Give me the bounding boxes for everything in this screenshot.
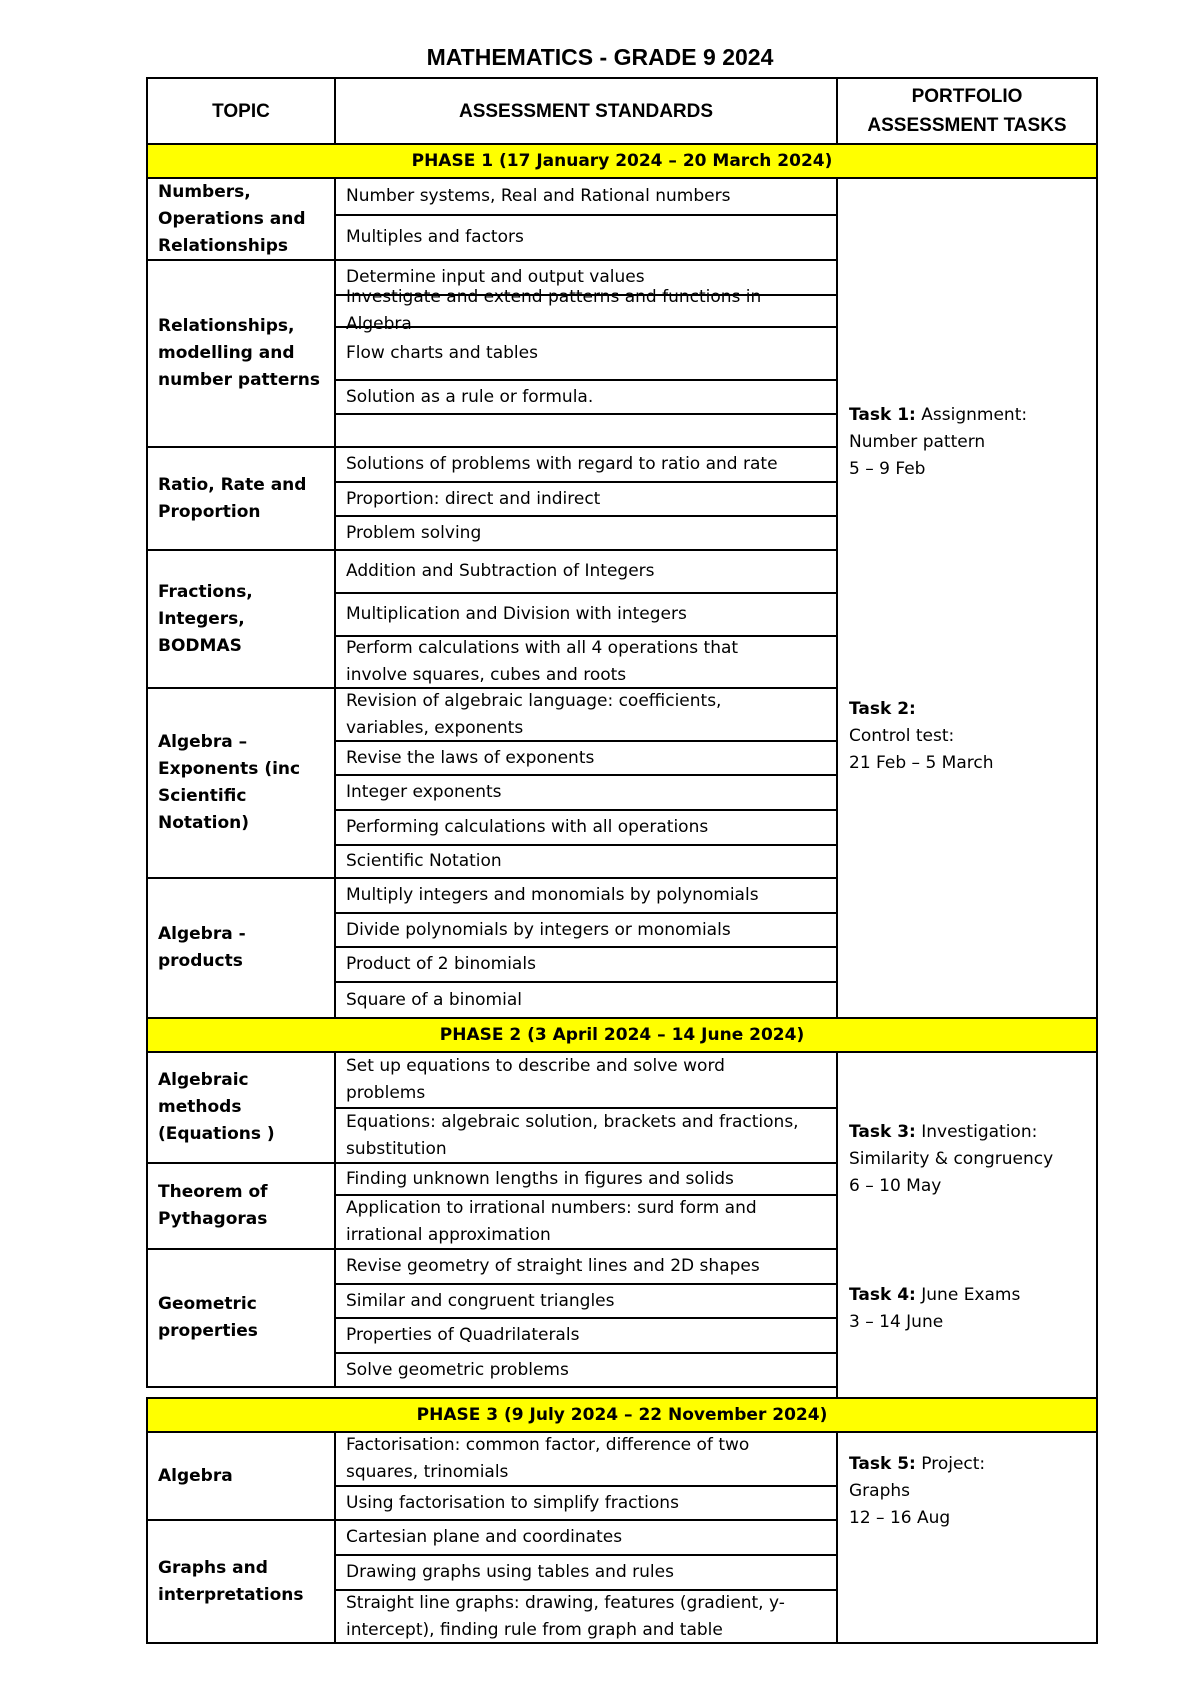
standard-line: Number systems, Real and Rational numbers: [346, 186, 731, 206]
portfolio-task: [849, 1451, 1092, 1532]
standard-text: [346, 601, 687, 628]
topic-label: [158, 1555, 304, 1609]
standard-text: [346, 384, 593, 411]
standard-row: [334, 326, 838, 381]
portfolio-task: [849, 1119, 1092, 1200]
standard-line: Square of a binomial: [346, 989, 522, 1010]
standard-row: [334, 1485, 838, 1521]
topic-cell: [146, 1162, 336, 1250]
standard-row: [334, 214, 838, 261]
topic-label: [158, 179, 306, 260]
standard-line: Solve geometric problems: [346, 1359, 569, 1380]
topic-line: Relationships,: [158, 316, 295, 336]
standard-row: [334, 635, 838, 689]
standard-text: [346, 1195, 757, 1249]
standard-line: Equations: algebraic solution, brackets and fractions,: [346, 1111, 799, 1132]
standard-line: Perform calculations with all 4 operations that: [346, 638, 739, 658]
header-tasks-line: ASSESSMENT TASKS: [867, 115, 1067, 136]
standard-text: [346, 987, 522, 1014]
topic-line: Graphs and: [158, 1557, 268, 1578]
topic-line: BODMAS: [158, 635, 242, 656]
task-detail: Graphs: [849, 1481, 911, 1501]
standard-text: [346, 848, 502, 875]
topic-line: Integers,: [158, 608, 245, 629]
task-detail: 5 – 9 Feb: [849, 459, 926, 479]
standard-line: Addition and Subtraction of Integers: [346, 561, 655, 581]
standard-row: [334, 1317, 838, 1354]
topic-label: [158, 1291, 258, 1345]
standard-text: [346, 1253, 760, 1280]
standard-row: [334, 177, 838, 216]
standard-text: [346, 1109, 799, 1163]
standard-text: [346, 814, 708, 841]
header-assessment-standards: ASSESSMENT STANDARDS: [334, 77, 838, 145]
standard-row: [334, 687, 838, 742]
standard-row: [334, 549, 838, 594]
standard-line: Straight line graphs: drawing, features (gradient, y-: [346, 1592, 785, 1613]
standard-line: Properties of Quadrilaterals: [346, 1325, 580, 1345]
standard-line: Performing calculations with all operations: [346, 817, 709, 837]
standard-text: [346, 1166, 734, 1193]
topic-label: [158, 472, 306, 526]
topic-line: modelling and: [158, 343, 295, 363]
task-label: Task 4:: [849, 1285, 916, 1305]
standard-line: Solution as a rule or formula.: [346, 386, 594, 407]
standard-line: intercept), finding rule from graph and table: [346, 1619, 723, 1640]
task-label: Task 3:: [849, 1122, 916, 1142]
topic-line: Theorem of: [158, 1182, 268, 1202]
standard-row: [334, 1352, 838, 1388]
topic-cell: [146, 687, 336, 879]
standard-row: [334, 1519, 838, 1556]
standard-line: Similar and congruent triangles: [346, 1290, 615, 1311]
standard-row: [334, 379, 838, 415]
standard-line: Multiples and factors: [346, 227, 524, 247]
topic-label: [158, 579, 253, 660]
phase-band: PHASE 3 (9 July 2024 – 22 November 2024): [146, 1397, 1098, 1433]
header-topic: TOPIC: [146, 77, 336, 145]
standard-text: [346, 451, 778, 478]
standard-row: [334, 1283, 838, 1319]
topic-line: Proportion: [158, 501, 261, 522]
topic-line: products: [158, 951, 243, 971]
task-heading: Task 1: Assignment:: [849, 405, 1028, 425]
topic-label: [158, 729, 300, 837]
task-heading: Task 4: June Exams: [849, 1285, 1021, 1305]
standard-line: Product of 2 binomials: [346, 954, 536, 974]
standard-line: involve squares, cubes and roots: [346, 665, 627, 685]
standard-text: [346, 882, 759, 909]
topic-line: Notation): [158, 813, 250, 833]
standard-row: [334, 446, 838, 483]
standard-row: [334, 515, 838, 551]
standard-line: Proportion: direct and indirect: [346, 488, 601, 509]
standard-line: Revision of algebraic language: coefficients,: [346, 690, 722, 711]
topic-label: [158, 1463, 233, 1490]
standard-row: [334, 1194, 838, 1250]
topic-line: Operations and: [158, 208, 306, 229]
standard-text: [346, 224, 524, 251]
topic-label: [158, 1067, 275, 1148]
standard-text: [346, 1490, 679, 1517]
topic-cell: [146, 259, 336, 448]
topic-cell: [146, 1519, 336, 1644]
standard-line: squares, trinomials: [346, 1462, 509, 1482]
standard-text: [346, 745, 594, 772]
topic-line: Ratio, Rate and: [158, 474, 307, 495]
standard-line: Scientific Notation: [346, 851, 502, 871]
standard-text: [346, 486, 600, 513]
topic-line: methods: [158, 1097, 242, 1117]
header-tasks-line: PORTFOLIO: [911, 86, 1023, 107]
standard-text: [346, 1590, 785, 1644]
standard-row: [334, 481, 838, 517]
standard-row: [334, 592, 838, 637]
task-label: Task 5:: [849, 1454, 916, 1474]
standard-line: Finding unknown lengths in figures and solids: [346, 1168, 734, 1189]
standard-line: Multiplication and Division with integers: [346, 604, 687, 624]
standard-row: [334, 1248, 838, 1285]
topic-line: Algebra: [158, 1465, 233, 1486]
topic-cell: [146, 877, 336, 1019]
standard-text: [346, 520, 481, 547]
standard-text: [346, 779, 502, 806]
topic-cell: [146, 1431, 336, 1521]
topic-line: Fractions,: [158, 581, 253, 602]
topic-line: Pythagoras: [158, 1209, 268, 1229]
topic-line: properties: [158, 1321, 258, 1341]
standard-line: variables, exponents: [346, 717, 524, 738]
topic-cell: [146, 1051, 336, 1164]
standard-line: irrational approximation: [346, 1225, 551, 1245]
task-heading: Task 3: Investigation:: [849, 1122, 1038, 1142]
standard-text: [346, 1288, 615, 1315]
topic-cell: [146, 446, 336, 551]
topic-line: Numbers,: [158, 181, 251, 202]
task-heading: Task 5: Project:: [849, 1454, 986, 1474]
task-heading: [849, 696, 1092, 723]
standard-row: [334, 809, 838, 846]
task-detail: Number pattern: [849, 432, 986, 452]
standard-row: [334, 1589, 838, 1644]
standard-line: Set up equations to describe and solve word: [346, 1056, 725, 1076]
standard-line: Divide polynomials by integers or monomials: [346, 919, 731, 940]
topic-line: Algebraic: [158, 1070, 249, 1090]
standard-row: [334, 844, 838, 879]
task-detail: 21 Feb – 5 March: [849, 753, 994, 773]
standard-text: [346, 1524, 622, 1551]
standard-row: [334, 877, 838, 914]
standard-line: Investigate and extend patterns and functions in: [346, 287, 762, 307]
topic-line: Relationships: [158, 235, 288, 256]
topic-line: (Equations ): [158, 1124, 275, 1144]
standard-row: [334, 1107, 838, 1164]
standard-text: [346, 340, 538, 367]
standard-row: [334, 946, 838, 983]
topic-line: Algebra -: [158, 924, 246, 944]
standard-row: [334, 287, 838, 334]
topic-cell: [146, 177, 336, 261]
standard-text: [346, 183, 730, 210]
standard-line: Integer exponents: [346, 782, 502, 802]
standard-line: Using factorisation to simplify fractions: [346, 1492, 679, 1513]
topic-line: Exponents (inc: [158, 759, 301, 779]
standard-line: Algebra: [346, 314, 412, 334]
standard-text: [346, 688, 721, 742]
task-detail: Control test:: [849, 726, 955, 746]
standard-row: [334, 774, 838, 811]
page-title: MATHEMATICS - GRADE 9 2024: [426, 44, 774, 70]
standard-text: [346, 635, 738, 689]
standard-text: [346, 951, 536, 978]
topic-line: Scientific: [158, 786, 247, 806]
topic-cell: [146, 1248, 336, 1388]
standard-text: [346, 558, 655, 585]
topic-line: number patterns: [158, 370, 320, 390]
task-label: Task 1:: [849, 405, 916, 425]
task-label: Task 2:: [849, 699, 916, 719]
standard-row: [334, 1554, 838, 1591]
standard-line: Determine input and output values: [346, 267, 645, 287]
standard-row: [334, 981, 838, 1019]
task-detail: 12 – 16 Aug: [849, 1508, 951, 1528]
task-detail: 3 – 14 June: [849, 1312, 944, 1332]
standard-line: Flow charts and tables: [346, 343, 538, 363]
standard-text: [346, 1432, 749, 1486]
standard-line: substitution: [346, 1138, 447, 1159]
standard-row: [334, 912, 838, 948]
portfolio-task: [849, 402, 1092, 483]
topic-cell: [146, 549, 336, 689]
standard-line: Revise the laws of exponents: [346, 747, 595, 768]
tasks-cell: [836, 177, 1098, 1019]
portfolio-task: [849, 696, 1092, 777]
standard-text: [346, 917, 731, 944]
standard-line: Cartesian plane and coordinates: [346, 1527, 623, 1547]
standard-text: [346, 1357, 569, 1384]
standard-text: [346, 1053, 725, 1107]
standard-line: Drawing graphs using tables and rules: [346, 1562, 674, 1582]
standard-row: [334, 740, 838, 776]
standard-line: Problem solving: [346, 522, 482, 543]
topic-line: interpretations: [158, 1584, 304, 1605]
standard-row: [334, 1162, 838, 1196]
topic-label: [158, 1179, 268, 1233]
topic-label: [158, 313, 320, 394]
standard-text: [346, 1559, 674, 1586]
standard-line: Revise geometry of straight lines and 2D shapes: [346, 1256, 760, 1276]
standard-row: [334, 1431, 838, 1487]
topic-label: [158, 921, 246, 975]
topic-line: Algebra –: [158, 732, 248, 752]
phase-band: PHASE 2 (3 April 2024 – 14 June 2024): [146, 1017, 1098, 1053]
standard-line: Factorisation: common factor, difference of two: [346, 1435, 750, 1455]
header-portfolio-tasks: [836, 77, 1098, 145]
standard-line: problems: [346, 1083, 426, 1103]
standard-row: [334, 1051, 838, 1109]
standard-text: [346, 1322, 579, 1349]
tasks-cell: [836, 1051, 1098, 1399]
task-detail: 6 – 10 May: [849, 1176, 942, 1196]
portfolio-task: [849, 1282, 1092, 1336]
task-detail: Similarity & congruency: [849, 1149, 1054, 1169]
topic-line: Geometric: [158, 1294, 257, 1314]
phase-band: PHASE 1 (17 January 2024 – 20 March 2024): [146, 143, 1098, 179]
standard-line: Solutions of problems with regard to ratio and rate: [346, 454, 778, 474]
tasks-cell: [836, 1431, 1098, 1644]
standard-line: Multiply integers and monomials by polynomials: [346, 885, 759, 905]
standard-line: Application to irrational numbers: surd form and: [346, 1198, 757, 1218]
